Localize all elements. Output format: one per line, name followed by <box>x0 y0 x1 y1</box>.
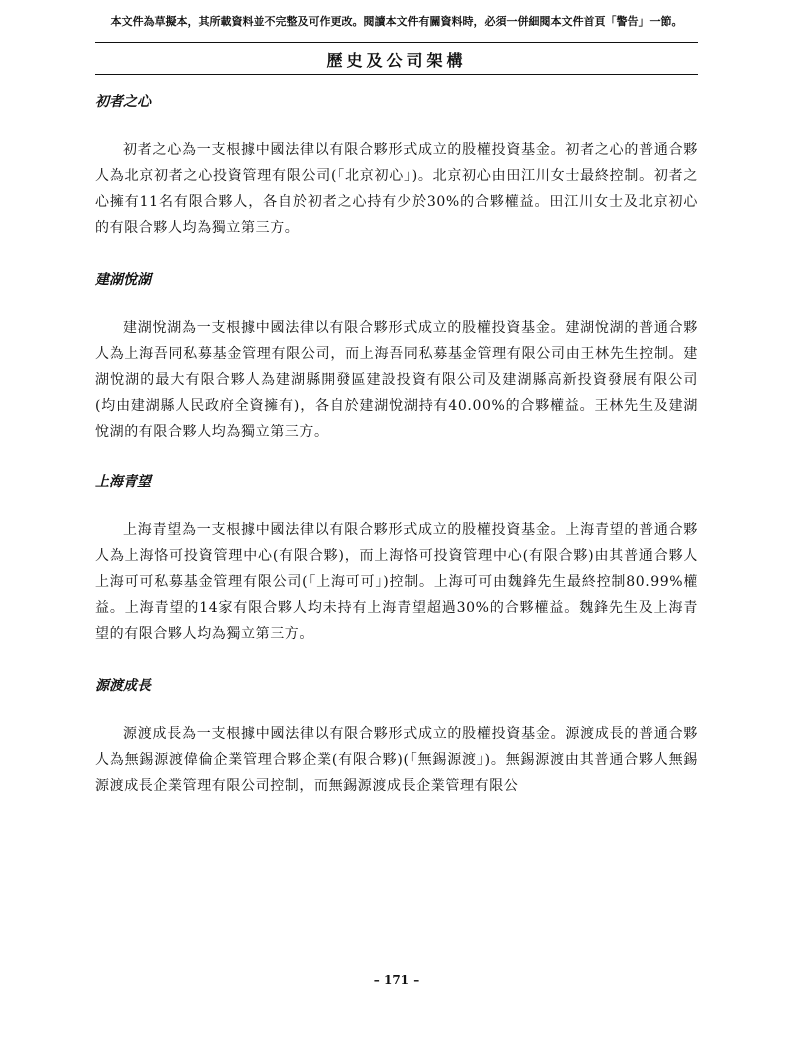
header-rule-top <box>95 42 698 43</box>
section-paragraph: 建湖悅湖為一支根據中國法律以有限合夥形式成立的股權投資基金。建湖悅湖的普通合夥人為上海吾同私募基金管理有限公司，而上海吾同私募基金管理有限公司由王林先生控制。建湖悅湖的最大有限合夥人為建湖縣開發區建設投資有限公司及建湖縣高新投資發展有限公司(均由建湖縣人民政府全資擁有)，各自於建湖悅湖持有40.00%的合夥權益。王林先生及建湖悅湖的有限合夥人均為獨立第三方。 <box>95 320 698 440</box>
section-yuandu-chengzhang <box>95 676 698 799</box>
section-jianhu-yuehu <box>95 270 698 445</box>
section-paragraph: 初者之心為一支根據中國法律以有限合夥形式成立的股權投資基金。初者之心的普通合夥人為北京初者之心投資管理有限公司(「北京初心」)。北京初心由田江川女士最終控制。初者之心擁有11名有限合夥人，各自於初者之心持有少於30%的合夥權益。田江川女士及北京初心的有限合夥人均為獨立第三方。 <box>95 142 698 236</box>
section-paragraph: 上海青望為一支根據中國法律以有限合夥形式成立的股權投資基金。上海青望的普通合夥人為上海恪可投資管理中心(有限合夥)，而上海恪可投資管理中心(有限合夥)由其普通合夥人上海可可私募基金管理有限公司(「上海可可」)控制。上海可可由魏鋒先生最終控制80.99%權益。上海青望的14家有限合夥人均未持有上海青望超過30%的合夥權益。魏鋒先生及上海青望的有限合夥人均為獨立第三方。 <box>95 522 698 642</box>
section-chuzhezhixin <box>95 92 698 241</box>
section-heading: 上海青望 <box>95 474 151 490</box>
chapter-title: 歷史及公司架構 <box>326 51 467 70</box>
section-heading: 源渡成長 <box>95 678 151 694</box>
header-rule-bottom <box>95 74 698 75</box>
section-heading: 建湖悅湖 <box>95 272 151 288</box>
section-shanghai-qingwang <box>95 472 698 647</box>
section-heading: 初者之心 <box>95 94 151 110</box>
page-number: – 171 – <box>373 973 420 987</box>
draft-warning-banner: 本文件為草擬本，其所載資料並不完整及可作更改。閱讀本文件有關資料時，必須一併細閱本文件首頁「警告」一節。 <box>110 15 683 28</box>
section-paragraph: 源渡成長為一支根據中國法律以有限合夥形式成立的股權投資基金。源渡成長的普通合夥人為無錫源渡偉倫企業管理合夥企業(有限合夥)(「無錫源渡」)。無錫源渡由其普通合夥人無錫源渡成長企業管理有限公司控制，而無錫源渡成長企業管理有限公 <box>95 726 698 794</box>
